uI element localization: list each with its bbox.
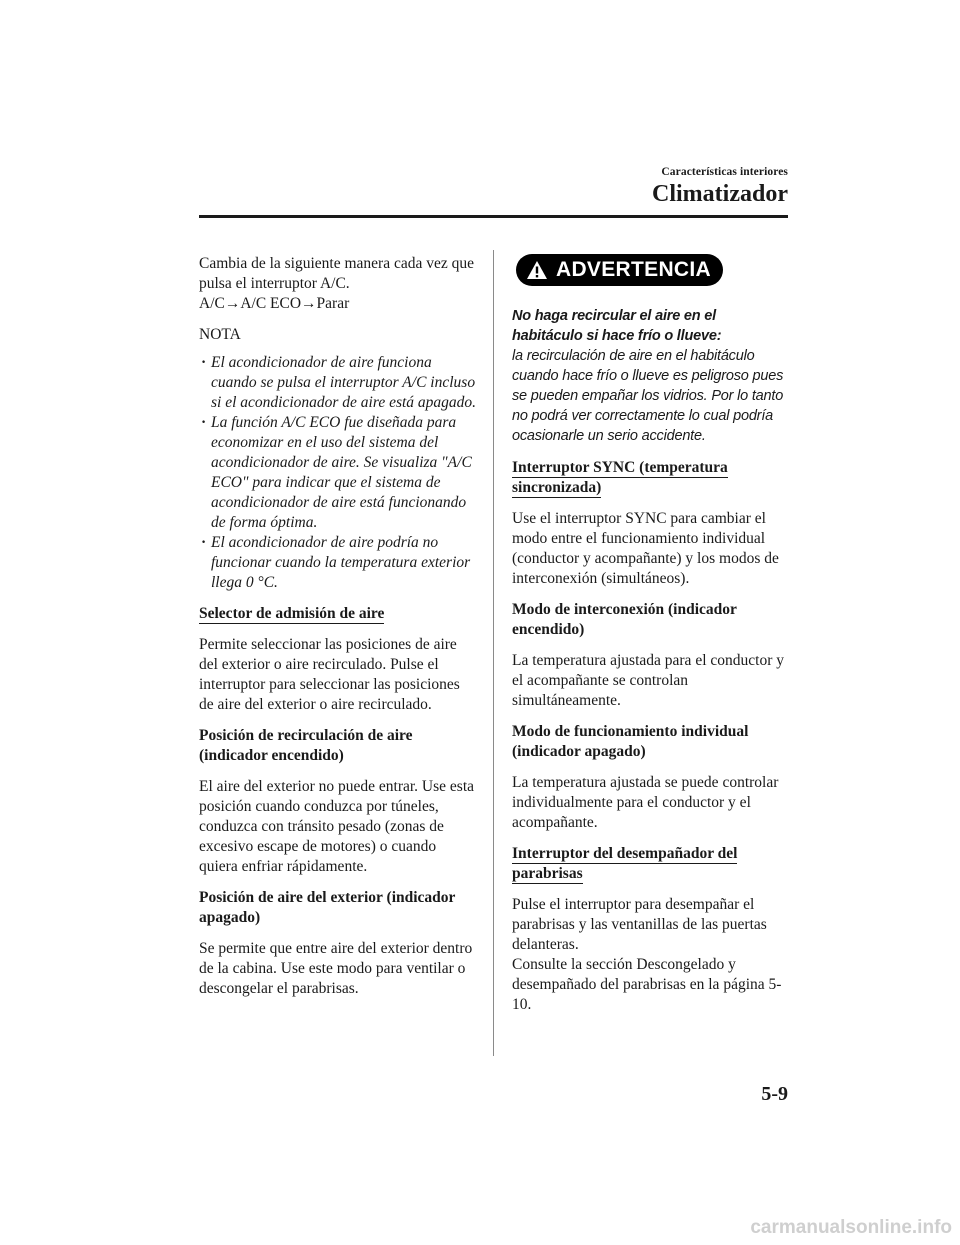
header-rule [199,215,788,218]
individual-text: La temperatura ajustada se puede controlar individualmente para el conductor y el acompañante. [512,774,779,831]
left-column [199,254,477,1010]
intro-paragraph [199,254,477,314]
outside-air-heading: Posición de aire del exterior (indicador apagado) [199,889,456,926]
defog-text-1: Pulse el interruptor para desempañar el parabrisas y las ventanillas de las puertas delanteras. [512,896,767,953]
defog-text-2: Consulte la sección Descongelado y desempañado del parabrisas en la página 5-10. [512,956,782,1013]
outside-air-text: Se permite que entre aire del exterior dentro de la cabina. Use este modo para ventilar o descongelar el parabrisas. [199,940,473,997]
interconnection-heading: Modo de interconexión (indicador encendido) [512,601,737,638]
sync-text: Use el interruptor SYNC para cambiar el modo entre el funcionamiento individual (conductor y acompañante) y los modos de interconexión (simultáneos). [512,510,779,587]
warning-text [512,306,790,446]
sync-heading: Interruptor SYNC (temperatura sincronizada) [512,459,728,496]
intro-text: Cambia de la siguiente manera cada vez que pulsa el interruptor A/C. [199,255,474,292]
note-item: · La función A/C ECO fue diseñada para economizar en el uso del sistema del acondicionador de aire. Se visualiza "A/C ECO" para indicar que el sistema de acondicionador de aire está funcionando de forma óptima. [199,413,477,533]
column-divider [493,250,494,1056]
warning-body: la recirculación de aire en el habitáculo cuando hace frío o llueve es peligroso pues se pueden empañar los vidrios. Por lo tanto no podrá ver correctamente lo cual podría ocasionarle un serio accidente. [512,348,784,444]
interconnection-text: La temperatura ajustada para el conductor y el acompañante se controlan simultáneamente. [512,652,784,709]
recirc-text: El aire del exterior no puede entrar. Use esta posición cuando conduzca por túneles, conduzca con tránsito pesado (zonas de excesivo escape de motores) o cuando quiera enfriar rápidamente. [199,778,475,875]
section-title: Características interiores [661,166,788,178]
intake-text: Permite seleccionar las posiciones de aire del exterior o aire recirculado. Pulse el interruptor para seleccionar las posiciones de aire del exterior o aire recirculado. [199,636,460,713]
warning-badge [516,254,723,286]
warning-triangle-icon [526,260,548,280]
warning-lead: No haga recircular el aire en el habitáculo si hace frío o llueve: [512,308,722,344]
chapter-title: Climatizador [652,181,788,207]
warning-label: ADVERTENCIA [556,258,711,281]
defog-heading: Interruptor del desempañador del parabrisas [512,845,738,882]
note-label: NOTA [199,326,241,343]
page-number: 5-9 [761,1083,788,1105]
recirc-heading: Posición de recirculación de aire (indicador encendido) [199,727,413,764]
defog-text [512,895,790,1015]
right-column [512,254,790,1026]
mode-sequence: A/C→A/C ECO→Parar [199,295,350,312]
note-item: · El acondicionador de aire funciona cuando se pulsa el interruptor A/C incluso si el acondicionador de aire está apagado. [199,353,477,413]
note-list [199,353,477,593]
watermark: carmanualsonline.info [750,1217,952,1238]
note-item: · El acondicionador de aire podría no funcionar cuando la temperatura exterior llega 0 °C. [199,533,477,593]
individual-heading: Modo de funcionamiento individual (indicador apagado) [512,723,749,760]
intake-heading: Selector de admisión de aire [199,605,385,622]
